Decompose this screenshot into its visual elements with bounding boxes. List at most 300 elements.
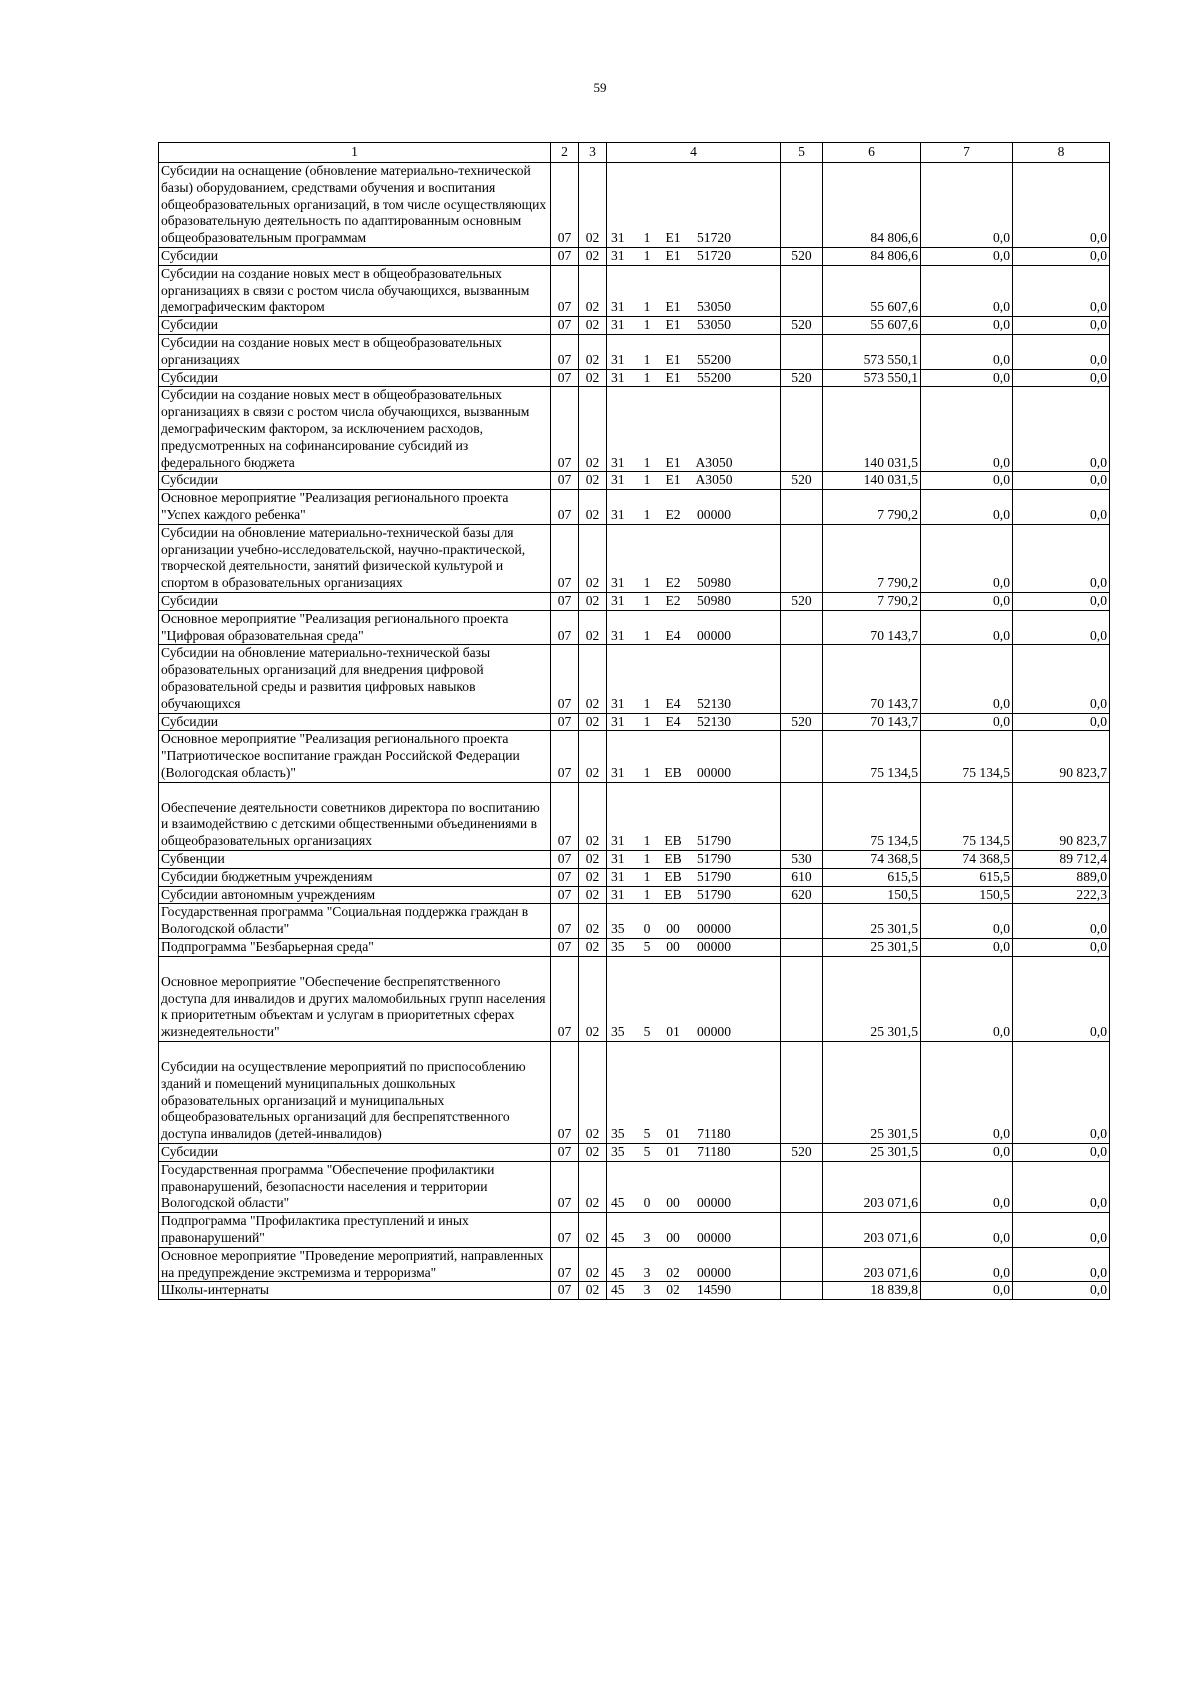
target-code-p4: 55200 bbox=[697, 351, 731, 367]
row-expense-type: 520 bbox=[781, 317, 823, 335]
target-code-p2: 1 bbox=[643, 833, 651, 849]
row-amount-8: 0,0 bbox=[1013, 317, 1110, 335]
target-code-p1: 31 bbox=[611, 713, 625, 729]
target-code-p3: 00 bbox=[666, 1230, 680, 1246]
table-row bbox=[159, 731, 1110, 782]
target-code-p1: 45 bbox=[611, 1282, 625, 1298]
row-target-code bbox=[607, 1144, 781, 1162]
table-row bbox=[159, 868, 1110, 886]
row-target-code bbox=[607, 713, 781, 731]
target-code-p1: 31 bbox=[611, 764, 625, 780]
target-code-parts bbox=[609, 869, 778, 886]
row-section: 07 bbox=[551, 1161, 579, 1212]
row-name: Субсидии на обновление материально-технической базы для организации учебно-исследовательской, научно-практической, творческой деятельности, занятий физической культурой и спортом в образовательных организациях bbox=[159, 524, 551, 592]
row-subsection: 02 bbox=[579, 851, 607, 869]
target-code-p2: 3 bbox=[643, 1230, 651, 1246]
row-target-code bbox=[607, 163, 781, 248]
row-section: 07 bbox=[551, 713, 579, 731]
target-code-p2: 1 bbox=[643, 575, 651, 591]
table-row bbox=[159, 334, 1110, 369]
row-amount-6: 7 790,2 bbox=[823, 592, 921, 610]
target-code-parts bbox=[609, 370, 778, 387]
row-amount-8: 0,0 bbox=[1013, 472, 1110, 490]
target-code-p4: 00000 bbox=[697, 939, 731, 955]
target-code-p3: E2 bbox=[665, 592, 681, 608]
target-code-p1: 31 bbox=[611, 833, 625, 849]
row-target-code bbox=[607, 851, 781, 869]
target-code-p2: 0 bbox=[643, 1195, 651, 1211]
row-name: Субсидии bbox=[159, 592, 551, 610]
row-amount-7: 0,0 bbox=[921, 904, 1013, 939]
target-code-p1: 31 bbox=[611, 592, 625, 608]
row-amount-6: 7 790,2 bbox=[823, 524, 921, 592]
target-code-parts bbox=[609, 833, 778, 850]
row-name: Обеспечение деятельности советников директора по воспитанию и взаимодействию с детскими общественными объединениями в общеобразовательных организациях bbox=[159, 782, 551, 850]
row-subsection: 02 bbox=[579, 163, 607, 248]
target-code-p2: 5 bbox=[643, 1024, 651, 1040]
target-code-parts bbox=[609, 1126, 778, 1143]
row-name: Субсидии автономным учреждениям bbox=[159, 886, 551, 904]
target-code-p2: 1 bbox=[643, 230, 651, 246]
row-expense-type: 520 bbox=[781, 369, 823, 387]
row-section: 07 bbox=[551, 868, 579, 886]
target-code-p3: 00 bbox=[666, 921, 680, 937]
row-section: 07 bbox=[551, 1144, 579, 1162]
row-amount-6: 75 134,5 bbox=[823, 731, 921, 782]
row-amount-7: 75 134,5 bbox=[921, 731, 1013, 782]
row-name: Субсидии bbox=[159, 472, 551, 490]
target-code-p2: 1 bbox=[643, 868, 651, 884]
table-row bbox=[159, 490, 1110, 525]
row-amount-8: 0,0 bbox=[1013, 1213, 1110, 1248]
row-subsection: 02 bbox=[579, 1161, 607, 1212]
target-code-p2: 1 bbox=[643, 317, 651, 333]
row-subsection: 02 bbox=[579, 713, 607, 731]
target-code-p2: 5 bbox=[643, 1126, 651, 1142]
row-amount-6: 55 607,6 bbox=[823, 317, 921, 335]
row-amount-7: 0,0 bbox=[921, 524, 1013, 592]
row-amount-6: 25 301,5 bbox=[823, 904, 921, 939]
row-expense-type bbox=[781, 645, 823, 713]
row-amount-6: 70 143,7 bbox=[823, 713, 921, 731]
target-code-parts bbox=[609, 248, 778, 265]
row-expense-type bbox=[781, 1042, 823, 1144]
target-code-p3: E2 bbox=[665, 506, 681, 522]
row-subsection: 02 bbox=[579, 265, 607, 316]
target-code-p4: 00000 bbox=[697, 1230, 731, 1246]
header-col-8: 8 bbox=[1013, 143, 1110, 163]
budget-table bbox=[158, 142, 1110, 1300]
target-code-p4: A3050 bbox=[695, 454, 733, 470]
target-code-p3: E1 bbox=[665, 351, 681, 367]
target-code-p2: 1 bbox=[643, 764, 651, 780]
row-name: Государственная программа "Обеспечение профилактики правонарушений, безопасности населения и территории Вологодской области" bbox=[159, 1161, 551, 1212]
row-expense-type bbox=[781, 387, 823, 472]
target-code-p4: 51790 bbox=[697, 851, 731, 867]
row-amount-7: 0,0 bbox=[921, 1042, 1013, 1144]
row-expense-type bbox=[781, 956, 823, 1041]
row-expense-type: 520 bbox=[781, 247, 823, 265]
row-subsection: 02 bbox=[579, 731, 607, 782]
row-amount-7: 0,0 bbox=[921, 1282, 1013, 1300]
row-amount-8: 0,0 bbox=[1013, 1144, 1110, 1162]
target-code-p4: 53050 bbox=[697, 317, 731, 333]
target-code-p1: 31 bbox=[611, 472, 625, 488]
row-target-code bbox=[607, 247, 781, 265]
table-row bbox=[159, 1161, 1110, 1212]
header-col-3: 3 bbox=[579, 143, 607, 163]
target-code-p4: 50980 bbox=[697, 592, 731, 608]
row-name: Основное мероприятие "Реализация регионального проекта "Успех каждого ребенка" bbox=[159, 490, 551, 525]
row-amount-6: 18 839,8 bbox=[823, 1282, 921, 1300]
row-amount-7: 0,0 bbox=[921, 1144, 1013, 1162]
row-amount-8: 89 712,4 bbox=[1013, 851, 1110, 869]
target-code-p4: 55200 bbox=[697, 369, 731, 385]
table-row bbox=[159, 610, 1110, 645]
target-code-p3: 00 bbox=[666, 1195, 680, 1211]
row-target-code bbox=[607, 472, 781, 490]
row-name: Основное мероприятие "Реализация регионального проекта "Патриотическое воспитание граждан Российской Федерации (Вологодская область)" bbox=[159, 731, 551, 782]
target-code-p2: 1 bbox=[643, 369, 651, 385]
row-expense-type bbox=[781, 904, 823, 939]
target-code-p1: 31 bbox=[611, 868, 625, 884]
table-row bbox=[159, 317, 1110, 335]
target-code-p3: E1 bbox=[665, 230, 681, 246]
row-section: 07 bbox=[551, 592, 579, 610]
target-code-p2: 1 bbox=[643, 506, 651, 522]
target-code-parts bbox=[609, 593, 778, 610]
target-code-p1: 31 bbox=[611, 851, 625, 867]
target-code-p4: 51790 bbox=[697, 868, 731, 884]
target-code-p4: 00000 bbox=[697, 1264, 731, 1280]
target-code-p4: 52130 bbox=[697, 695, 731, 711]
row-amount-8: 889,0 bbox=[1013, 868, 1110, 886]
row-section: 07 bbox=[551, 956, 579, 1041]
table-row bbox=[159, 387, 1110, 472]
row-target-code bbox=[607, 939, 781, 957]
row-name: Субсидии bbox=[159, 1144, 551, 1162]
row-expense-type bbox=[781, 334, 823, 369]
page-number: 59 bbox=[593, 80, 607, 95]
row-subsection: 02 bbox=[579, 490, 607, 525]
row-amount-6: 25 301,5 bbox=[823, 956, 921, 1041]
row-amount-7: 0,0 bbox=[921, 610, 1013, 645]
row-name: Субсидии bbox=[159, 317, 551, 335]
row-subsection: 02 bbox=[579, 1144, 607, 1162]
row-amount-7: 74 368,5 bbox=[921, 851, 1013, 869]
target-code-p1: 31 bbox=[611, 575, 625, 591]
row-expense-type: 530 bbox=[781, 851, 823, 869]
row-name: Субсидии на оснащение (обновление материально-технической базы) оборудованием, средствами обучения и воспитания общеобразовательных организаций, в том числе осуществляющих образовательную деятельность по адаптированным основным общеобразовательным программам bbox=[159, 163, 551, 248]
row-name: Школы-интернаты bbox=[159, 1282, 551, 1300]
header-col-6: 6 bbox=[823, 143, 921, 163]
target-code-p3: 01 bbox=[666, 1024, 680, 1040]
row-name: Субсидии на создание новых мест в общеобразовательных организациях в связи с ростом числа обучающихся, вызванным демографическим фактором bbox=[159, 265, 551, 316]
row-section: 07 bbox=[551, 610, 579, 645]
table-row bbox=[159, 524, 1110, 592]
table-row bbox=[159, 369, 1110, 387]
row-name: Основное мероприятие "Обеспечение беспрепятственного доступа для инвалидов и других маломобильных групп населения к приоритетным объектам и услугам в приоритетных сферах жизнедеятельности" bbox=[159, 956, 551, 1041]
row-amount-6: 150,5 bbox=[823, 886, 921, 904]
row-amount-6: 203 071,6 bbox=[823, 1213, 921, 1248]
row-name: Субсидии на осуществление мероприятий по приспособлению зданий и помещений муниципальных дошкольных образовательных организаций и муниципальных общеобразовательных организаций для беспрепятственного доступа инвалидов (детей-инвалидов) bbox=[159, 1042, 551, 1144]
target-code-p4: 53050 bbox=[697, 299, 731, 315]
row-target-code bbox=[607, 1161, 781, 1212]
target-code-parts bbox=[609, 1282, 778, 1299]
target-code-p2: 1 bbox=[643, 454, 651, 470]
target-code-parts bbox=[609, 714, 778, 731]
row-amount-7: 0,0 bbox=[921, 334, 1013, 369]
target-code-p1: 31 bbox=[611, 299, 625, 315]
target-code-p4: 71180 bbox=[697, 1126, 731, 1142]
row-subsection: 02 bbox=[579, 939, 607, 957]
row-amount-6: 25 301,5 bbox=[823, 1042, 921, 1144]
target-code-p4: 14590 bbox=[697, 1282, 731, 1298]
target-code-p2: 1 bbox=[643, 247, 651, 263]
target-code-p3: E1 bbox=[665, 369, 681, 385]
row-subsection: 02 bbox=[579, 369, 607, 387]
target-code-p3: E2 bbox=[665, 575, 681, 591]
target-code-p1: 31 bbox=[611, 247, 625, 263]
row-name: Подпрограмма "Профилактика преступлений и иных правонарушений" bbox=[159, 1213, 551, 1248]
target-code-p3: EB bbox=[664, 868, 682, 884]
row-amount-8: 0,0 bbox=[1013, 163, 1110, 248]
row-amount-6: 74 368,5 bbox=[823, 851, 921, 869]
target-code-p4: 00000 bbox=[697, 764, 731, 780]
target-code-parts bbox=[609, 1195, 778, 1212]
target-code-p2: 1 bbox=[643, 351, 651, 367]
table-row bbox=[159, 886, 1110, 904]
row-amount-8: 0,0 bbox=[1013, 904, 1110, 939]
row-amount-7: 0,0 bbox=[921, 490, 1013, 525]
target-code-p1: 31 bbox=[611, 369, 625, 385]
table-row bbox=[159, 851, 1110, 869]
target-code-p2: 1 bbox=[643, 695, 651, 711]
target-code-p4: 00000 bbox=[697, 1195, 731, 1211]
row-target-code bbox=[607, 731, 781, 782]
row-expense-type: 610 bbox=[781, 868, 823, 886]
row-name: Субсидии на создание новых мест в общеобразовательных организациях bbox=[159, 334, 551, 369]
table-row bbox=[159, 645, 1110, 713]
table-row bbox=[159, 472, 1110, 490]
target-code-p1: 35 bbox=[611, 1024, 625, 1040]
target-code-parts bbox=[609, 887, 778, 904]
target-code-p3: 02 bbox=[666, 1282, 680, 1298]
row-section: 07 bbox=[551, 886, 579, 904]
row-section: 07 bbox=[551, 247, 579, 265]
row-amount-8: 0,0 bbox=[1013, 1161, 1110, 1212]
row-expense-type: 520 bbox=[781, 1144, 823, 1162]
row-amount-6: 75 134,5 bbox=[823, 782, 921, 850]
row-amount-8: 90 823,7 bbox=[1013, 782, 1110, 850]
row-subsection: 02 bbox=[579, 387, 607, 472]
row-amount-8: 0,0 bbox=[1013, 247, 1110, 265]
row-section: 07 bbox=[551, 782, 579, 850]
row-section: 07 bbox=[551, 904, 579, 939]
row-amount-7: 0,0 bbox=[921, 317, 1013, 335]
target-code-p3: E4 bbox=[665, 695, 681, 711]
row-target-code bbox=[607, 956, 781, 1041]
row-section: 07 bbox=[551, 524, 579, 592]
target-code-p3: 02 bbox=[666, 1264, 680, 1280]
table-row bbox=[159, 1144, 1110, 1162]
header-row bbox=[159, 143, 1110, 163]
target-code-parts bbox=[609, 317, 778, 334]
row-amount-8: 90 823,7 bbox=[1013, 731, 1110, 782]
row-subsection: 02 bbox=[579, 317, 607, 335]
row-target-code bbox=[607, 265, 781, 316]
row-amount-8: 0,0 bbox=[1013, 713, 1110, 731]
row-name: Субсидии на обновление материально-технической базы образовательных организаций для внедрения цифровой образовательной среды и развития цифровых навыков обучающихся bbox=[159, 645, 551, 713]
row-target-code bbox=[607, 1042, 781, 1144]
target-code-p1: 45 bbox=[611, 1195, 625, 1211]
target-code-p4: A3050 bbox=[695, 472, 733, 488]
row-amount-7: 615,5 bbox=[921, 868, 1013, 886]
row-section: 07 bbox=[551, 851, 579, 869]
row-amount-8: 0,0 bbox=[1013, 1042, 1110, 1144]
target-code-p4: 00000 bbox=[697, 921, 731, 937]
row-amount-7: 0,0 bbox=[921, 1247, 1013, 1282]
target-code-p3: 01 bbox=[666, 1144, 680, 1160]
target-code-parts bbox=[609, 230, 778, 247]
row-amount-7: 0,0 bbox=[921, 265, 1013, 316]
target-code-p2: 0 bbox=[643, 921, 651, 937]
row-amount-8: 0,0 bbox=[1013, 1247, 1110, 1282]
row-target-code bbox=[607, 782, 781, 850]
target-code-p1: 31 bbox=[611, 886, 625, 902]
row-expense-type bbox=[781, 163, 823, 248]
row-expense-type bbox=[781, 524, 823, 592]
row-target-code bbox=[607, 868, 781, 886]
row-name: Основное мероприятие "Проведение мероприятий, направленных на предупреждение экстремизма и терроризма" bbox=[159, 1247, 551, 1282]
target-code-parts bbox=[609, 939, 778, 956]
row-amount-6: 203 071,6 bbox=[823, 1161, 921, 1212]
target-code-p3: EB bbox=[664, 886, 682, 902]
target-code-p3: 01 bbox=[666, 1126, 680, 1142]
row-expense-type: 620 bbox=[781, 886, 823, 904]
table-row bbox=[159, 247, 1110, 265]
row-section: 07 bbox=[551, 387, 579, 472]
row-expense-type bbox=[781, 610, 823, 645]
target-code-p1: 31 bbox=[611, 230, 625, 246]
target-code-parts bbox=[609, 1230, 778, 1247]
row-section: 07 bbox=[551, 163, 579, 248]
row-target-code bbox=[607, 1213, 781, 1248]
target-code-p2: 1 bbox=[643, 713, 651, 729]
row-amount-6: 7 790,2 bbox=[823, 490, 921, 525]
row-expense-type bbox=[781, 1247, 823, 1282]
target-code-p2: 1 bbox=[643, 472, 651, 488]
row-subsection: 02 bbox=[579, 610, 607, 645]
row-amount-8: 0,0 bbox=[1013, 956, 1110, 1041]
row-amount-7: 0,0 bbox=[921, 387, 1013, 472]
target-code-p1: 35 bbox=[611, 1144, 625, 1160]
row-target-code bbox=[607, 645, 781, 713]
row-target-code bbox=[607, 592, 781, 610]
target-code-parts bbox=[609, 765, 778, 782]
target-code-p3: E1 bbox=[665, 317, 681, 333]
target-code-p3: EB bbox=[664, 764, 682, 780]
table-row bbox=[159, 1042, 1110, 1144]
target-code-p3: E4 bbox=[665, 713, 681, 729]
row-amount-7: 0,0 bbox=[921, 592, 1013, 610]
row-subsection: 02 bbox=[579, 782, 607, 850]
row-section: 07 bbox=[551, 731, 579, 782]
row-amount-7: 0,0 bbox=[921, 369, 1013, 387]
row-amount-6: 84 806,6 bbox=[823, 247, 921, 265]
row-amount-7: 0,0 bbox=[921, 1161, 1013, 1212]
target-code-p4: 51720 bbox=[697, 230, 731, 246]
target-code-p4: 51720 bbox=[697, 247, 731, 263]
row-amount-6: 615,5 bbox=[823, 868, 921, 886]
target-code-parts bbox=[609, 455, 778, 472]
row-expense-type bbox=[781, 782, 823, 850]
row-amount-8: 0,0 bbox=[1013, 524, 1110, 592]
target-code-parts bbox=[609, 507, 778, 524]
row-amount-6: 25 301,5 bbox=[823, 939, 921, 957]
target-code-p2: 5 bbox=[643, 939, 651, 955]
row-subsection: 02 bbox=[579, 956, 607, 1041]
row-name: Государственная программа "Социальная поддержка граждан в Вологодской области" bbox=[159, 904, 551, 939]
row-subsection: 02 bbox=[579, 868, 607, 886]
target-code-parts bbox=[609, 696, 778, 713]
header-col-4: 4 bbox=[607, 143, 781, 163]
row-section: 07 bbox=[551, 1042, 579, 1144]
target-code-p1: 31 bbox=[611, 506, 625, 522]
row-amount-8: 0,0 bbox=[1013, 592, 1110, 610]
target-code-p3: E1 bbox=[665, 472, 681, 488]
row-target-code bbox=[607, 387, 781, 472]
row-amount-7: 0,0 bbox=[921, 939, 1013, 957]
row-amount-7: 75 134,5 bbox=[921, 782, 1013, 850]
target-code-parts bbox=[609, 575, 778, 592]
row-amount-7: 0,0 bbox=[921, 472, 1013, 490]
row-section: 07 bbox=[551, 1213, 579, 1248]
row-name: Субвенции bbox=[159, 851, 551, 869]
target-code-parts bbox=[609, 1144, 778, 1161]
row-name: Субсидии на создание новых мест в общеобразовательных организациях в связи с ростом числа обучающихся, вызванным демографическим фактором, за исключением расходов, предусмотренных на софинансирование субсидий из федерального бюджета bbox=[159, 387, 551, 472]
target-code-parts bbox=[609, 851, 778, 868]
target-code-p2: 3 bbox=[643, 1282, 651, 1298]
row-subsection: 02 bbox=[579, 247, 607, 265]
row-amount-6: 25 301,5 bbox=[823, 1144, 921, 1162]
table-row bbox=[159, 1213, 1110, 1248]
row-amount-8: 0,0 bbox=[1013, 645, 1110, 713]
target-code-p3: E1 bbox=[665, 454, 681, 470]
row-expense-type bbox=[781, 731, 823, 782]
target-code-p1: 35 bbox=[611, 939, 625, 955]
header-col-1: 1 bbox=[159, 143, 551, 163]
target-code-p2: 3 bbox=[643, 1264, 651, 1280]
row-target-code bbox=[607, 490, 781, 525]
row-amount-8: 0,0 bbox=[1013, 334, 1110, 369]
target-code-p4: 52130 bbox=[697, 713, 731, 729]
target-code-p4: 00000 bbox=[697, 506, 731, 522]
target-code-p3: E1 bbox=[665, 299, 681, 315]
row-subsection: 02 bbox=[579, 1213, 607, 1248]
header-col-5: 5 bbox=[781, 143, 823, 163]
row-subsection: 02 bbox=[579, 472, 607, 490]
row-target-code bbox=[607, 1282, 781, 1300]
row-amount-7: 0,0 bbox=[921, 956, 1013, 1041]
row-amount-8: 0,0 bbox=[1013, 1282, 1110, 1300]
row-amount-6: 203 071,6 bbox=[823, 1247, 921, 1282]
target-code-p4: 51790 bbox=[697, 833, 731, 849]
row-amount-7: 0,0 bbox=[921, 1213, 1013, 1248]
table-row bbox=[159, 782, 1110, 850]
target-code-p1: 31 bbox=[611, 317, 625, 333]
row-amount-7: 0,0 bbox=[921, 163, 1013, 248]
